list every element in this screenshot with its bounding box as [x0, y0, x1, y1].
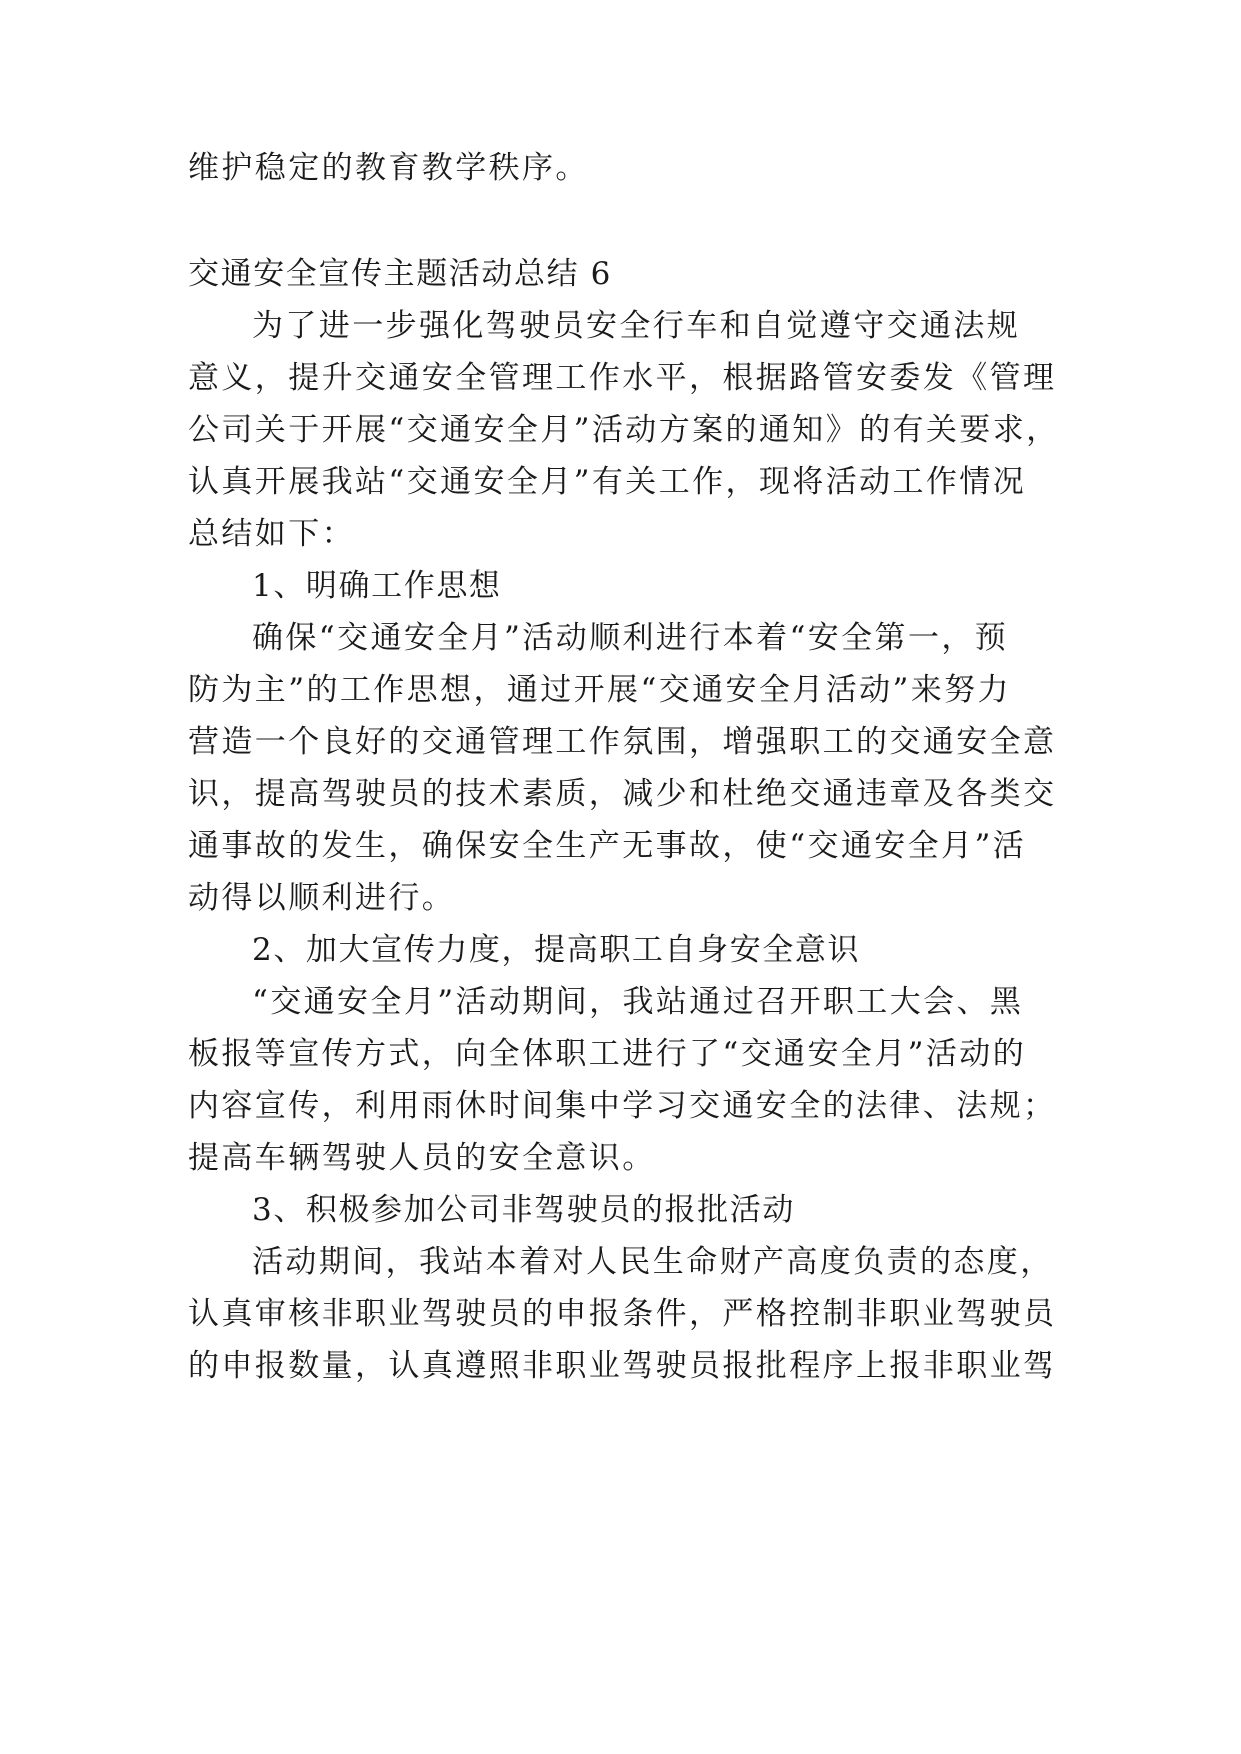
paragraph-line: 总结如下： — [188, 516, 355, 552]
paragraph-line: 确保“交通安全月”活动顺利进行本着“安全第一，预 — [252, 620, 1009, 656]
paragraph-line: 意义，提升交通安全管理工作水平，根据路管安委发《管理 — [188, 360, 1057, 396]
paragraph-line: “交通安全月”活动期间，我站通过召开职工大会、黑 — [252, 984, 1024, 1020]
item-heading: 3、积极参加公司非驾驶员的报批活动 — [252, 1192, 795, 1228]
paragraph-line: 内容宣传，利用雨休时间集中学习交通安全的法律、法规； — [188, 1088, 1057, 1124]
paragraph-line: 提高车辆驾驶人员的安全意识。 — [188, 1140, 656, 1176]
continuation-line: 维护稳定的教育教学秩序。 — [188, 150, 589, 186]
paragraph-line: 营造一个良好的交通管理工作氛围，增强职工的交通安全意 — [188, 724, 1057, 760]
item-heading: 1、明确工作思想 — [252, 568, 502, 604]
paragraph-line: 通事故的发生，确保安全生产无事故，使“交通安全月”活 — [188, 828, 1027, 864]
paragraph-line: 的申报数量，认真遵照非职业驾驶员报批程序上报非职业驾 — [188, 1348, 1057, 1384]
paragraph-line: 活动期间，我站本着对人民生命财产高度负责的态度， — [252, 1244, 1054, 1280]
item-heading: 2、加大宣传力度，提高职工自身安全意识 — [252, 932, 861, 968]
paragraph-line: 认真开展我站“交通安全月”有关工作，现将活动工作情况 — [188, 464, 1027, 500]
paragraph-line: 板报等宣传方式，向全体职工进行了“交通安全月”活动的 — [188, 1036, 1027, 1072]
paragraph-line: 认真审核非职业驾驶员的申报条件，严格控制非职业驾驶员 — [188, 1296, 1057, 1332]
paragraph-line: 公司关于开展“交通安全月”活动方案的通知》的有关要求， — [188, 412, 1060, 448]
paragraph-line: 防为主”的工作思想，通过开展“交通安全月活动”来努力 — [188, 672, 1011, 708]
paragraph-line: 动得以顺利进行。 — [188, 880, 456, 916]
section-title: 交通安全宣传主题活动总结 6 — [188, 256, 612, 292]
paragraph-line: 为了进一步强化驾驶员安全行车和自觉遵守交通法规 — [252, 308, 1021, 344]
paragraph-line: 识，提高驾驶员的技术素质，减少和杜绝交通违章及各类交 — [188, 776, 1057, 812]
